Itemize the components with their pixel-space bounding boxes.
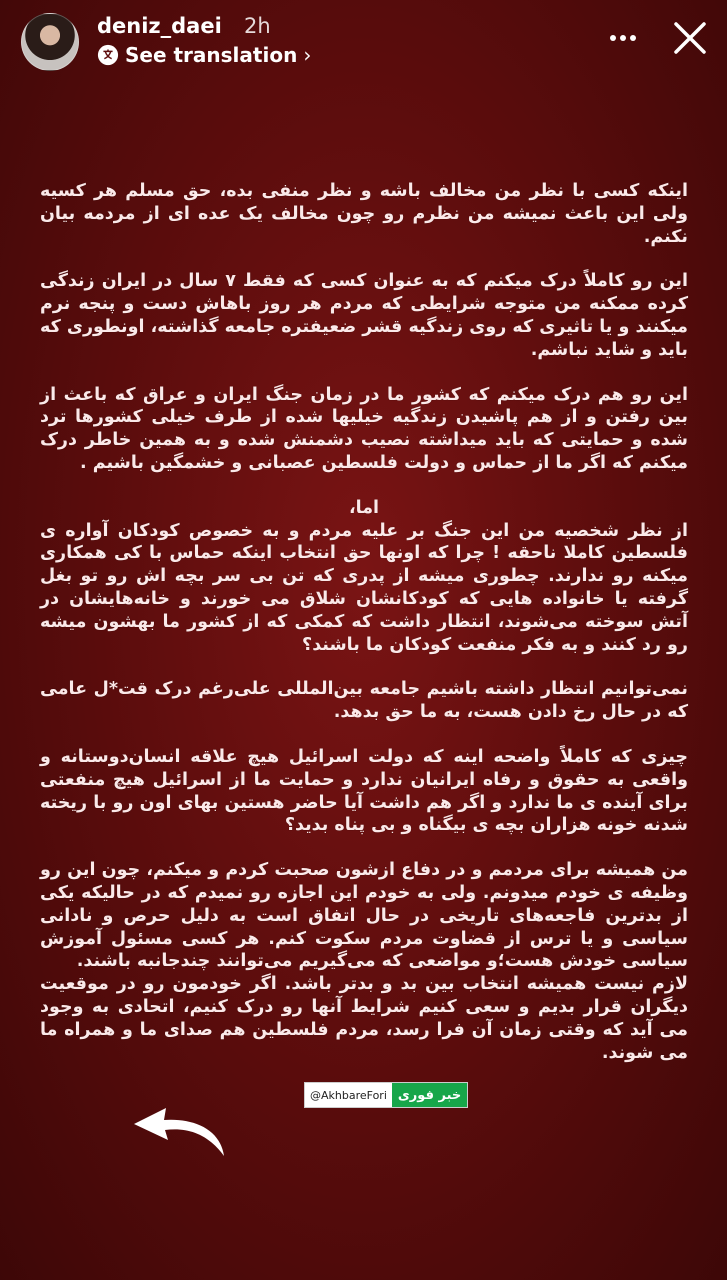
close-icon[interactable] <box>670 18 710 58</box>
watermark-handle: @AkhbareFori <box>305 1083 392 1107</box>
more-icon[interactable] <box>608 28 638 48</box>
story-header <box>0 0 727 90</box>
watermark-logo: خبر فوری <box>392 1083 467 1107</box>
story-paragraph: از نظر شخصیه من این جنگ بر علیه مردم و به خصوص کودکان آواره ی فلسطین کاملا ناحقه ! چرا که اونها حق انتخاب اینکه حماس با کی همکاری میکنه رو ندارند. چطوری میشه از پدری که تن بی سر بچه اش رو تو بغل گرفته یا خانواده هایی که کودکانشان شلاق می خورند و خانه‌هایشان در آتش سوخته می‌شوند، انتظار داشت که کمکی که از کشور ما بهشون میشه رو رد کنند و به فکر منفعت کودکان ما باشند؟ <box>40 520 688 655</box>
watermark <box>304 1082 468 1108</box>
chevron-right-icon: › <box>303 43 312 67</box>
username[interactable]: deniz_daei <box>97 14 222 38</box>
post-time: 2h <box>244 14 271 38</box>
story-paragraph: اما، <box>348 497 380 518</box>
avatar[interactable] <box>21 13 79 71</box>
story-paragraph: اینکه کسی با نظر من مخالف باشه و نظر منفی بده، حق مسلم هر کسیه ولی این باعث نمیشه من نظرم رو چون مخالف یک عده ای از مردمه بیان نکنم. <box>40 181 688 247</box>
story-paragraph: لازم نیست همیشه انتخاب بین بد و بدتر باشد. اگر خودمون رو در موقعیت دیگران قرار بدیم و سعی کنیم شرایط آنها رو درک کنیم، اتحادی به وجود می آید که وقتی زمان آن فرا رسد، مردم فلسطین هم صدای ما و همراه ما می شوند. <box>40 974 688 1063</box>
story-text <box>40 180 688 1086</box>
translate-icon <box>97 44 119 66</box>
story-paragraph: چیزی که کاملاً واضحه اینه که دولت اسرائیل هیچ علاقه انسان‌دوستانه و واقعی به حقوق و رفاه ایرانیان ندارد و حمایت ما از اسرائیل هیچ منفعتی برای آینده ی ما ندارد و اگر هم داشت آیا حاضر هستین بهای اون رو با ریخته شدنه خونه هزاران بچه ی بیگناه و بی پناه بدید؟ <box>40 746 688 836</box>
story-paragraph: این رو کاملاً درک میکنم که به عنوان کسی که فقط ۷ سال در ایران زندگی کرده ممکنه من متوجه شرایطی که مردم هر روز باهاش دست و پنجه نرم میکنند و یا تاثیری که روی زندگیه قشر ضعیفتره جامعه گذاشته، اونطوری که باید و شاید نباشم. <box>40 271 688 360</box>
see-translation-button[interactable] <box>97 43 311 67</box>
story-paragraph: نمی‌توانیم انتظار داشته باشیم جامعه بین‌المللی علی‌رغم درک قت*ل عامی که در حال رخ دادن هست، به ما حق بدهد. <box>40 679 688 723</box>
story-paragraph: این رو هم درک میکنم که کشور ما در زمان جنگ ایران و عراق که باعث از بین رفتن و از هم پاشیدن زندگیه خیلیها شده از طرف خیلی کشورها ترد شده و حمایتی که باید میداشته نصیب دشمنش شده و به همین خاطر درک میکنم که اگر ما از حماس و دولت فلسطین عصبانی و خشمگین باشیم . <box>40 384 688 473</box>
see-translation-label: See translation <box>125 43 298 67</box>
share-arrow-icon <box>128 1100 236 1160</box>
story-paragraph: من همیشه برای مردمم و در دفاع ازشون صحبت کردم و میکنم، چون این رو وظیفه ی خودم میدونم. ولی به خودم این اجازه رو نمیدم که در حالیکه یکی از بدترین فاجعه‌های تاریخی در حال اتفاق است به دلیل حرص و نادانی سیاسی و یا ترس از قضاوت مردم سکوت کنم. هر کسی مسئول آموزش سیاسی خودش هست؛و مواضعی که می‌گیریم می‌توانند چندجانبه باشند. <box>40 860 688 972</box>
